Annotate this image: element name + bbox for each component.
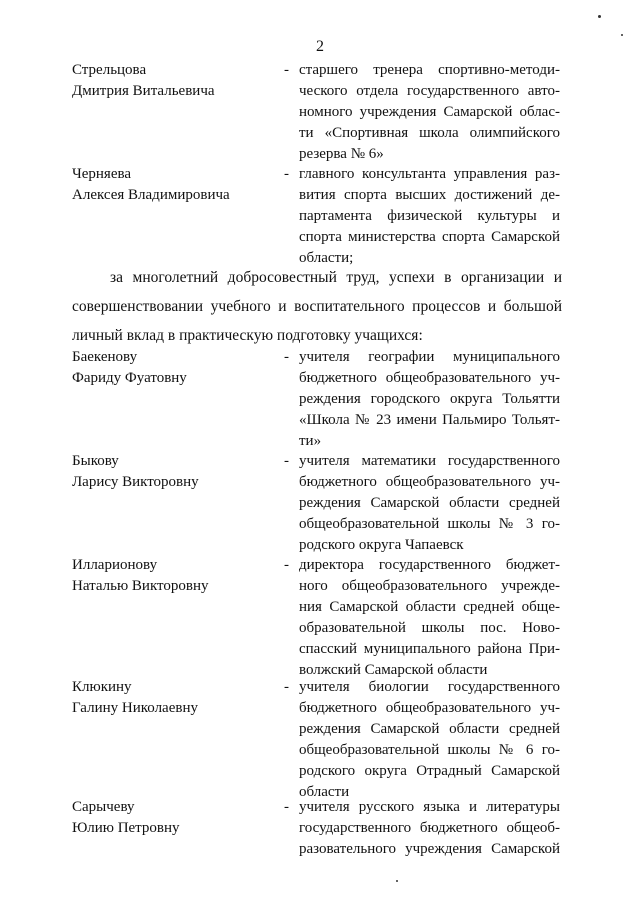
desc-line: общеобразовательной школы № 3 го- [299,516,560,532]
desc-line: реждения городского округа Тольятти [299,391,560,407]
name-line: Ларису Викторовну [72,474,199,490]
desc-line: области; [299,250,354,266]
name-line: Дмитрия Витальевича [72,83,215,99]
person-name [72,347,282,389]
scan-speck [396,880,398,882]
paragraph-line: совершенствовании учебного и воспитательного процессов и большой [72,298,562,315]
desc-line: учителя русского языка и литературы [299,799,560,815]
desc-line: ти» [299,433,322,449]
position-description [299,555,560,681]
position-description [299,347,560,452]
name-line: Стрельцова [72,62,147,78]
name-line: Клюкину [72,679,132,695]
desc-line: ти «Спортивная школа олимпийского [299,125,560,141]
name-line: Галину Николаевну [72,700,198,716]
desc-line: образовательной школы пос. Ново- [299,620,560,636]
dash-separator: - [284,557,289,573]
desc-line: директора государственного бюджет- [299,557,560,573]
desc-line: разовательного учреждения Самарской [299,841,560,857]
name-line: Илларионову [72,557,158,573]
name-line: Баекенову [72,349,138,365]
person-name [72,555,282,597]
dash-separator: - [284,166,289,182]
desc-line: ния Самарской области средней обще- [299,599,560,615]
name-line: Фариду Фуатовну [72,370,187,386]
desc-line: бюджетного общеобразовательного уч- [299,474,560,490]
desc-line: партамента физической культуры и [299,208,560,224]
scan-speck [598,15,601,18]
position-description [299,451,560,556]
person-name [72,677,282,719]
person-name [72,164,282,206]
desc-line: резерва № 6» [299,146,384,162]
desc-line: бюджетного общеобразовательного уч- [299,700,560,716]
person-name [72,451,282,493]
desc-line: ного общеобразовательного учрежде- [299,578,560,594]
position-description [299,60,560,165]
desc-line: учителя биологии государственного [299,679,560,695]
scan-speck [621,34,623,36]
desc-line: ческого отдела государственного авто- [299,83,560,99]
desc-line: бюджетного общеобразовательного уч- [299,370,560,386]
desc-line: учителя географии муниципального [299,349,560,365]
desc-line: спорта министерства спорта Самарской [299,229,560,245]
dash-separator: - [284,349,289,365]
award-reason-paragraph [72,263,562,350]
name-line: Черняева [72,166,132,182]
dash-separator: - [284,679,289,695]
paragraph-line: личный вклад в практическую подготовку учащихся: [72,327,423,344]
paragraph-line: за многолетний добросовестный труд, успехи в организации и [110,269,562,286]
desc-line: родского округа Отрадный Самарской [299,763,560,779]
desc-line: области [299,784,350,800]
dash-separator: - [284,799,289,815]
desc-line: общеобразовательной школы № 6 го- [299,742,560,758]
person-name [72,797,282,839]
name-line: Алексея Владимировича [72,187,230,203]
desc-line: родского округа Чапаевск [299,537,464,553]
name-line: Сарычеву [72,799,135,815]
desc-line: спасский муниципального района При- [299,641,560,657]
name-line: Наталью Викторовну [72,578,209,594]
desc-line: государственного бюджетного общеоб- [299,820,560,836]
desc-line: вития спорта высших достижений де- [299,187,560,203]
position-description [299,164,560,269]
name-line: Быкову [72,453,119,469]
person-name [72,60,282,102]
desc-line: учителя математики государственного [299,453,560,469]
desc-line: старшего тренера спортивно-методи- [299,62,560,78]
dash-separator: - [284,453,289,469]
position-description [299,797,560,860]
desc-line: реждения Самарской области средней [299,721,560,737]
desc-line: «Школа № 23 имени Пальмиро Тольят- [299,412,560,428]
name-line: Юлию Петровну [72,820,180,836]
desc-line: главного консультанта управления раз- [299,166,560,182]
dash-separator: - [284,62,289,78]
desc-line: номного учреждения Самарской облас- [299,104,560,120]
desc-line: реждения Самарской области средней [299,495,560,511]
desc-line: волжский Самарской области [299,662,488,678]
page-number: 2 [316,38,324,55]
position-description [299,677,560,803]
